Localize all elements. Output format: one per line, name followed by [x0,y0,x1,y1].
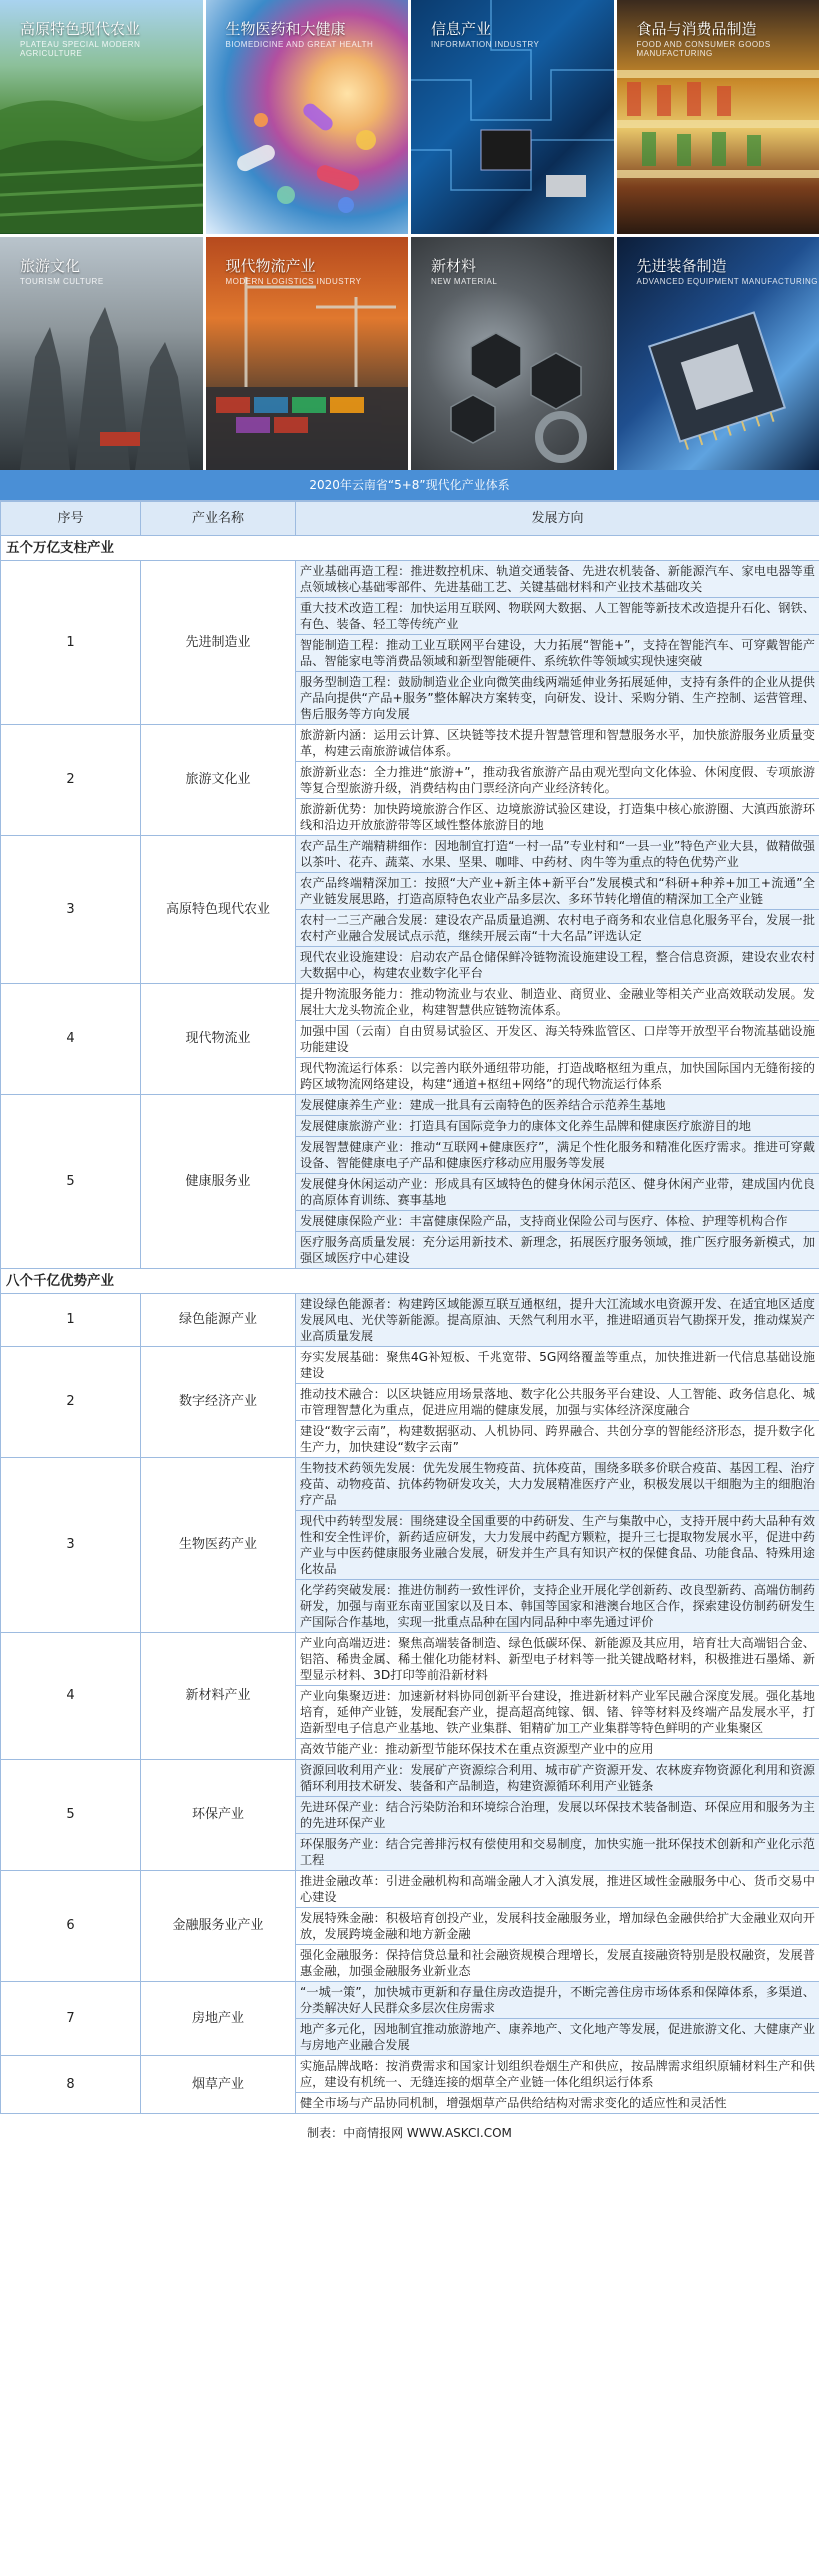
industry-name: 绿色能源产业 [141,1294,296,1347]
development-direction: 先进环保产业：结合污染防治和环境综合治理，发展以环保技术装备制造、环保应用和服务为主的先进环保产业 [296,1797,819,1834]
header-direction: 发展方向 [296,502,819,536]
development-direction: 资源回收利用产业：发展矿产资源综合利用、城市矿产资源开发、农林废弃物资源化利用和资源循环利用技术研发、装备和产品制造，构建资源循环利用产业链条 [296,1760,819,1797]
banner-caption: 先进装备制造 [636,256,727,275]
table-title: 2020年云南省“5+8”现代化产业体系 [0,470,819,501]
development-direction: 发展特殊金融：积极培育创投产业，发展科技金融服务业，增加绿色金融供给扩大金融业双向开放，发展跨境金融和地方新金融 [296,1908,819,1945]
table-row [1,2056,819,2093]
table-row [1,1095,819,1116]
development-direction: 强化金融服务：保持信贷总量和社会融资规模合理增长，发展直接融资特别是股权融资，发展普惠金融，加强金融服务业新业态 [296,1945,819,1982]
industry-name: 现代物流业 [141,984,296,1095]
group-label: 五个万亿支柱产业 [1,536,819,561]
table-row [1,1871,819,1908]
industry-name: 房地产业 [141,1982,296,2056]
banner-subcaption: FOOD AND CONSUMER GOODS MANUFACTURING [636,40,771,58]
industry-name: 烟草产业 [141,2056,296,2114]
development-direction: 旅游新内涵：运用云计算、区块链等技术提升智慧管理和智慧服务水平，加快旅游服务业质量变革，构建云南旅游诚信体系。 [296,725,819,762]
table-body [1,536,819,2114]
development-direction: 现代农业设施建设：启动农产品仓储保鲜冷链物流设施建设工程，整合信息资源，建设农业农村大数据中心，构建农业数字化平台 [296,947,819,984]
table-row [1,561,819,598]
development-direction: 产业向高端迈进：聚焦高端装备制造、绿色低碳环保、新能源及其应用，培育壮大高端铝合金、铝箔、稀贵金属、稀土催化功能材料、新型电子材料等一批关键战略材料，积极推进石墨烯、新型显示材料、3D打印等前沿新材料 [296,1633,819,1686]
industry-name: 高原特色现代农业 [141,836,296,984]
development-direction: 推动技术融合：以区块链应用场景落地、数字化公共服务平台建设、人工智能、政务信息化、城市管理智慧化为重点，促进应用端的健康发展，加强与实体经济深度融合 [296,1384,819,1421]
development-direction: 发展智慧健康产业：推动“互联网+健康医疗”，满足个性化服务和精准化医疗需求。推进可穿戴设备、智能健康电子产品和健康医疗移动应用服务等发展 [296,1137,819,1174]
development-direction: 加强中国（云南）自由贸易试验区、开发区、海关特殊监管区、口岸等开放型平台物流基础设施功能建设 [296,1021,819,1058]
group-row [1,1269,819,1294]
development-direction: 化学药突破发展：推进仿制药一致性评价，支持企业开展化学创新药、改良型新药、高端仿制药研发，加强与南亚东南亚国家以及日本、韩国等国家和港澳台地区合作，探索建设仿制药研发生产国际合作基地，实现一批重点品种在国内同品种中率先通过评价 [296,1580,819,1633]
development-direction: 旅游新业态：全力推进“旅游+”，推动我省旅游产品由观光型向文化体验、休闲度假、专项旅游等复合型旅游升级，消费结构由门票经济向产业经济转化。 [296,762,819,799]
banner-tile-biomedicine [206,0,409,234]
industry-number: 4 [1,1633,141,1760]
development-direction: 重大技术改造工程：加快运用互联网、物联网大数据、人工智能等新技术改造提升石化、钢铁、有色、装备、轻工等传统产业 [296,598,819,635]
banner-caption: 新材料 [431,256,477,275]
development-direction: 夯实发展基础：聚焦4G补短板、千兆宽带、5G网络覆盖等重点，加快推进新一代信息基础设施建设 [296,1347,819,1384]
banner-subcaption: PLATEAU SPECIAL MODERN AGRICULTURE [20,40,141,58]
banner-caption: 现代物流产业 [225,256,316,275]
table-header-row [1,502,819,536]
development-direction: 农产品生产端精耕细作：因地制宜打造“一村一品”专业村和“一县一业”特色产业大县，做精做强以茶叶、花卉、蔬菜、水果、坚果、咖啡、中药材、肉牛等为重点的特色优势产业 [296,836,819,873]
development-direction: 产业向集聚迈进：加速新材料协同创新平台建设，推进新材料产业军民融合深度发展。强化基地培育，延伸产业链，发展配套产业，提高超高纯镓、铟、锗、锌等材料及终端产品发展水平，打造新型电子信息产业基地、铁产业集群、钼精矿加工产业集群等特色鲜明的产业集聚区 [296,1686,819,1739]
industry-table [0,501,819,2114]
banner-tile-new-material [411,237,614,471]
development-direction: 产业基础再造工程：推进数控机床、轨道交通装备、先进农机装备、新能源汽车、家电电器等重点领域核心基础零部件、先进基础工艺、关键基础材料和产业技术基础攻关 [296,561,819,598]
banner-caption: 旅游文化 [20,256,81,275]
table-row [1,1458,819,1511]
industry-number: 2 [1,1347,141,1458]
banner-subcaption: MODERN LOGISTICS INDUSTRY [225,276,362,286]
banner-tile-logistics [206,237,409,471]
development-direction: “一城一策”，加快城市更新和存量住房改造提升，不断完善住房市场体系和保障体系，多渠道、分类解决好人民群众多层次住房需求 [296,1982,819,2019]
industry-number: 7 [1,1982,141,2056]
development-direction: 建设绿色能源者：构建跨区域能源互联互通枢纽，提升大江流域水电资源开发、在适宜地区适度发展风电、光伏等新能源。提高原油、天然气利用水平，推进昭通页岩气勘探开发，推动煤炭产业高质量发展 [296,1294,819,1347]
development-direction: 发展健身休闲运动产业：形成具有区域特色的健身休闲示范区、健身休闲产业带，建成国内优良的高原体育训练、赛事基地 [296,1174,819,1211]
development-direction: 旅游新优势：加快跨境旅游合作区、边境旅游试验区建设，打造集中核心旅游圈、大滇西旅游环线和沿边开放旅游带等区域性整体旅游目的地 [296,799,819,836]
development-direction: 推进金融改革：引进金融机构和高端金融人才入滇发展，推进区域性金融服务中心、货币交易中心建设 [296,1871,819,1908]
industry-number: 3 [1,836,141,984]
industry-name: 旅游文化业 [141,725,296,836]
industry-number: 4 [1,984,141,1095]
banner-tile-food [617,0,819,234]
development-direction: 农产品终端精深加工：按照“大产业+新主体+新平台”发展模式和“科研+种养+加工+流通”全产业链发展思路，打造高原特色农业产品多层次、多环节转化增值的精深加工全产业链 [296,873,819,910]
development-direction: 现代中药转型发展：围绕建设全国重要的中药研发、生产与集散中心，支持开展中药大品种有效性和安全性评价，新药适应研发，大力发展中药配方颗粒，提升三七提取物发展水平，促进中药产业与中医药健康服务业融合发展，研发并生产具有知识产权的保健食品、功能食品、特殊用途化妆品 [296,1511,819,1580]
development-direction: 发展健康旅游产业：打造具有国际竞争力的康体文化养生品牌和健康医疗旅游目的地 [296,1116,819,1137]
industry-name: 生物医药产业 [141,1458,296,1633]
table-row [1,1294,819,1347]
development-direction: 建设“数字云南”，构建数据驱动、人机协同、跨界融合、共创分享的智能经济形态，提升数字化生产力，加快建设“数字云南” [296,1421,819,1458]
banner-caption: 生物医药和大健康 [225,20,346,38]
industry-number: 5 [1,1760,141,1871]
header-name: 产业名称 [141,502,296,536]
table-row [1,1347,819,1384]
banner-subcaption: NEW MATERIAL [431,276,498,286]
development-direction: 健全市场与产品协同机制，增强烟草产品供给结构对需求变化的适应性和灵活性 [296,2093,819,2114]
development-direction: 服务型制造工程：鼓励制造业企业向微笑曲线两端延伸业务拓展延伸，支持有条件的企业从提供产品向提供“产品+服务”整体解决方案转变，向研发、设计、采购分销、生产控制、运营管理、售后服务等方向发展 [296,672,819,725]
banner-subcaption: INFORMATION INDUSTRY [431,40,540,49]
header-no: 序号 [1,502,141,536]
banner-tile-information [411,0,614,234]
development-direction: 发展健康保险产业：丰富健康保险产品，支持商业保险公司与医疗、体检、护理等机构合作 [296,1211,819,1232]
table-row [1,836,819,873]
industry-number: 5 [1,1095,141,1269]
industry-number: 3 [1,1458,141,1633]
banner-caption: 高原特色现代农业 [20,20,141,38]
industry-number: 2 [1,725,141,836]
development-direction: 高效节能产业：推动新型节能环保技术在重点资源型产业中的应用 [296,1739,819,1760]
development-direction: 生物技术药领先发展：优先发展生物疫苗、抗体疫苗，围绕多联多价联合疫苗、基因工程、治疗疫苗、动物疫苗、抗体药物研发攻关，大力发展精准医疗产业，积极发展以干细胞为主的细胞治疗产品 [296,1458,819,1511]
source-footer: 制表：中商情报网 WWW.ASKCI.COM [307,2126,512,2140]
banner-tile-tourism [0,237,203,471]
banner-tile-equipment [617,237,819,471]
industry-name: 健康服务业 [141,1095,296,1269]
banner-subcaption: BIOMEDICINE AND GREAT HEALTH [225,40,374,49]
group-label: 八个千亿优势产业 [1,1269,819,1294]
development-direction: 现代物流运行体系：以完善内联外通纽带功能，打造战略枢纽为重点，加快国际国内无缝衔接的跨区域物流网络建设，构建“通道+枢纽+网络”的现代物流运行体系 [296,1058,819,1095]
industry-name: 环保产业 [141,1760,296,1871]
banner-tile-agriculture [0,0,203,234]
table-row [1,984,819,1021]
table-row [1,1633,819,1686]
industry-photo-banner [0,0,819,470]
development-direction: 智能制造工程：推动工业互联网平台建设，大力拓展“智能+”，支持在智能汽车、可穿戴智能产品、智能家电等消费品领域和新型智能硬件、系统软件等领域实现快速突破 [296,635,819,672]
industry-name: 先进制造业 [141,561,296,725]
industry-name: 数字经济产业 [141,1347,296,1458]
development-direction: 农村一二三产融合发展：建设农产品质量追溯、农村电子商务和农业信息化服务平台，发展一批农村产业融合发展试点示范，继续开展云南“十大名品”评选认定 [296,910,819,947]
table-row [1,1982,819,2019]
banner-caption: 信息产业 [431,20,492,38]
development-direction: 地产多元化，因地制宜推动旅游地产、康养地产、文化地产等发展，促进旅游文化、大健康产业与房地产业融合发展 [296,2019,819,2056]
group-row [1,536,819,561]
industry-number: 8 [1,2056,141,2114]
industry-number: 1 [1,1294,141,1347]
industry-name: 新材料产业 [141,1633,296,1760]
table-row [1,1760,819,1797]
development-direction: 环保服务产业：结合完善排污权有偿使用和交易制度，加快实施一批环保技术创新和产业化示范工程 [296,1834,819,1871]
banner-subcaption: ADVANCED EQUIPMENT MANUFACTURING [636,276,818,286]
development-direction: 发展健康养生产业：建成一批具有云南特色的医养结合示范养生基地 [296,1095,819,1116]
industry-name: 金融服务业产业 [141,1871,296,1982]
development-direction: 实施品牌战略：按消费需求和国家计划组织卷烟生产和供应，按品牌需求组织原辅材料生产和供应，建设有机统一、无缝连接的烟草全产业链一体化组织运行体系 [296,2056,819,2093]
industry-number: 1 [1,561,141,725]
development-direction: 提升物流服务能力：推动物流业与农业、制造业、商贸业、金融业等相关产业高效联动发展。发展壮大龙头物流企业，构建智慧供应链物流体系。 [296,984,819,1021]
banner-caption: 食品与消费品制造 [636,20,757,38]
table-row [1,725,819,762]
industry-number: 6 [1,1871,141,1982]
development-direction: 医疗服务高质量发展：充分运用新技术、新理念，拓展医疗服务领域，推广医疗服务新模式，加强区域医疗中心建设 [296,1232,819,1269]
banner-subcaption: TOURISM CULTURE [20,276,104,286]
